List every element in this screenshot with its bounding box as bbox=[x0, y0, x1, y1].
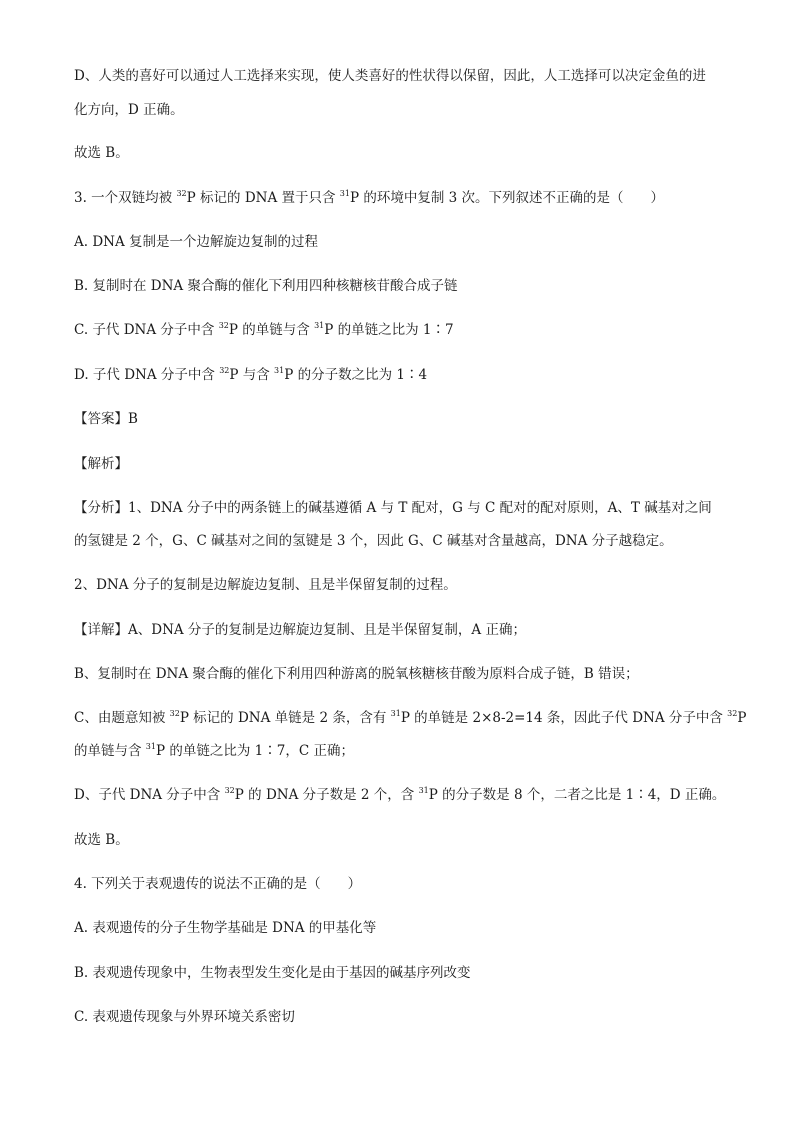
question-4-option-b: B. 表观遗传现象中，生物表型发生变化是由于基因的碱基序列改变 bbox=[74, 965, 471, 981]
option-d-explanation-line-2: 化方向，D 正确。 bbox=[74, 102, 184, 118]
detail-option-c-line-1: C、由题意知被 $^{32}$P 标记的 DNA 单链是 2 条，含有 $^{31}$P 的单链是 2×8-2=14 条，因此子代 DNA 分子中含 $^{32}$P bbox=[74, 709, 747, 726]
analysis-line-2: 的氢键是 2 个，G、C 碱基对之间的氢键是 3 个，因此 G、C 碱基对含量越高，DNA 分子越稳定。 bbox=[74, 533, 673, 549]
question-3-stem: 3. 一个双链均被 $^{32}$P 标记的 DNA 置于只含 $^{31}$P 的环境中复制 3 次。下列叙述不正确的是（ ） bbox=[74, 189, 665, 206]
question-3-option-a: A. DNA 复制是一个边解旋边复制的过程 bbox=[74, 234, 319, 250]
choose-answer-line: 故选 B。 bbox=[74, 145, 129, 161]
question-3-option-c: C. 子代 DNA 分子中含 $^{32}$P 的单链与含 $^{31}$P 的单链之比为 1∶7 bbox=[74, 321, 454, 338]
question-4-stem: 4. 下列关于表观遗传的说法不正确的是（ ） bbox=[74, 876, 362, 892]
analysis-line-1: 【分析】1、DNA 分子中的两条链上的碱基遵循 A 与 T 配对，G 与 C 配对的配对原则，A、T 碱基对之间 bbox=[74, 500, 712, 516]
detail-option-b: B、复制时在 DNA 聚合酶的催化下利用四种游离的脱氧核糖核苷酸为原料合成子链，B 错误； bbox=[74, 666, 639, 682]
analysis-line-3: 2、DNA 分子的复制是边解旋边复制、且是半保留复制的过程。 bbox=[74, 577, 457, 593]
detail-option-a: 【详解】A、DNA 分子的复制是边解旋边复制、且是半保留复制，A 正确； bbox=[74, 622, 526, 638]
detail-option-c-line-2: 的单链与含 $^{31}$P 的单链之比为 1∶7，C 正确； bbox=[74, 742, 354, 759]
option-d-explanation-line-1: D、人类的喜好可以通过人工选择来实现，使人类喜好的性状得以保留，因此，人工选择可以决定金鱼的进 bbox=[74, 68, 706, 84]
choose-answer-line-2: 故选 B。 bbox=[74, 832, 129, 848]
answer-label: 【答案】B bbox=[74, 411, 138, 427]
question-4-option-a: A. 表观遗传的分子生物学基础是 DNA 的甲基化等 bbox=[74, 920, 377, 936]
analysis-label: 【解析】 bbox=[74, 456, 128, 472]
detail-option-d: D、子代 DNA 分子中含 $^{32}$P 的 DNA 分子数是 2 个，含 $^{31}$P 的分子数是 8 个，二者之比是 1∶4，D 正确。 bbox=[74, 786, 726, 803]
question-3-option-d: D. 子代 DNA 分子中含 $^{32}$P 与含 $^{31}$P 的分子数之比为 1∶4 bbox=[74, 366, 428, 383]
question-3-option-b: B. 复制时在 DNA 聚合酶的催化下利用四种核糖核苷酸合成子链 bbox=[74, 278, 458, 294]
question-4-option-c: C. 表观遗传现象与外界环境关系密切 bbox=[74, 1009, 295, 1025]
